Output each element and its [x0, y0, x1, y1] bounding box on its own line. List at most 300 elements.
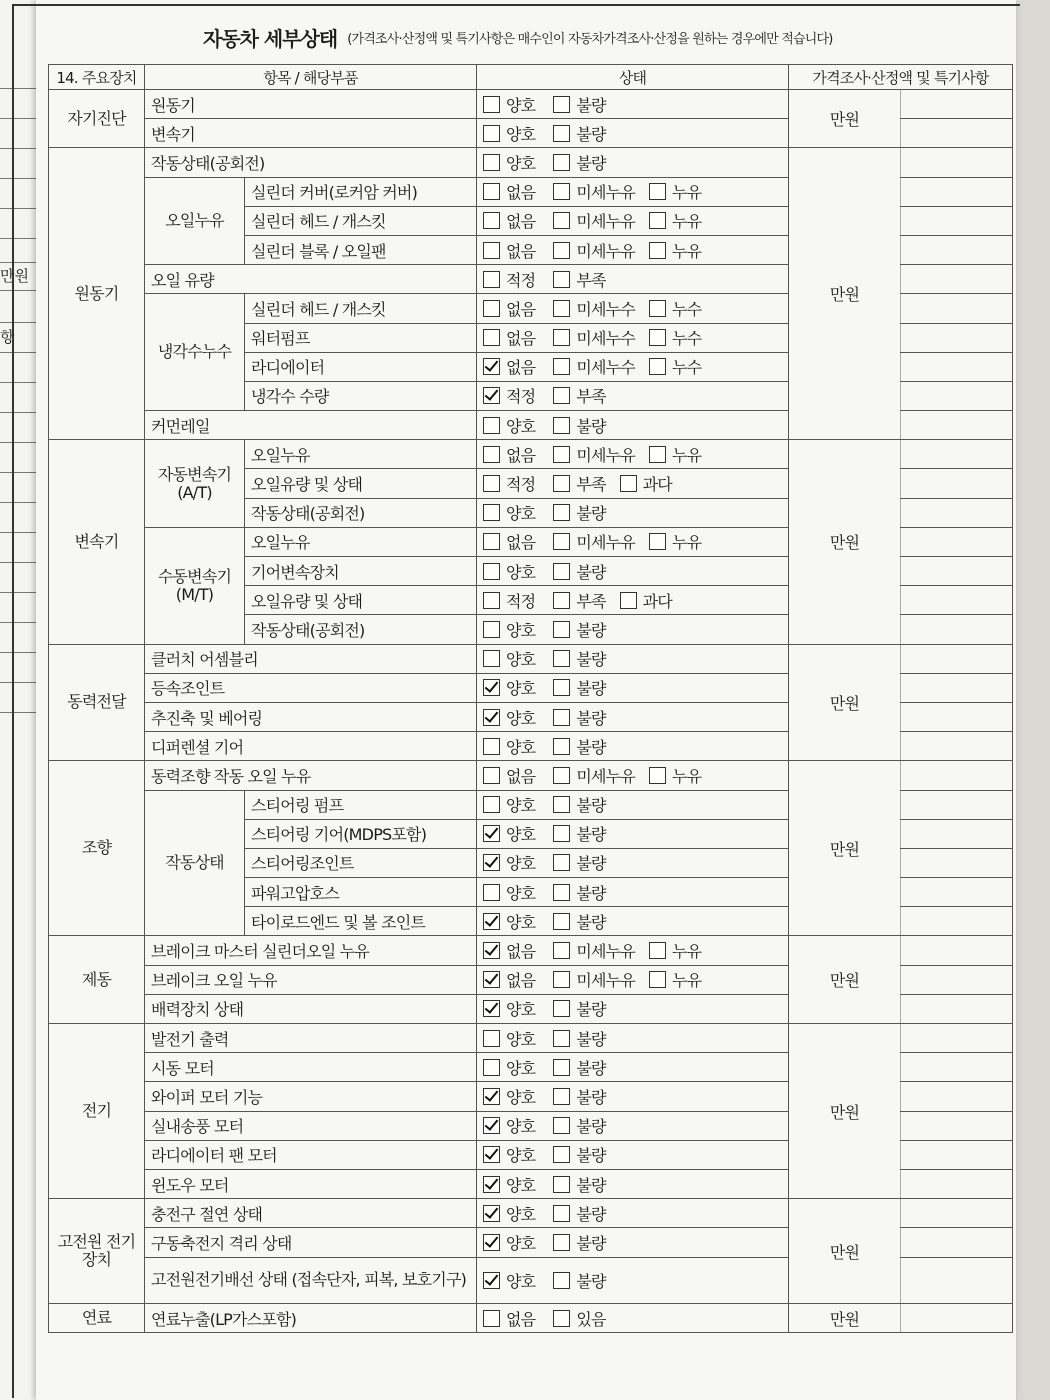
option-label: 양호: [506, 883, 536, 903]
checkbox[interactable]: [553, 271, 570, 288]
status-option[interactable]: [553, 239, 635, 262]
status-cell: [477, 586, 789, 615]
checkbox[interactable]: [553, 1146, 570, 1163]
status-option[interactable]: [649, 297, 701, 320]
option-label: 누유: [671, 533, 702, 553]
status-option[interactable]: [649, 443, 701, 466]
status-option[interactable]: [483, 764, 535, 787]
checkbox[interactable]: [649, 767, 666, 784]
checked-checkbox[interactable]: [483, 1088, 500, 1105]
status-option[interactable]: [553, 209, 635, 232]
checked-checkbox[interactable]: [483, 679, 500, 696]
section-name: 조향: [49, 761, 145, 936]
option-label: 누유: [671, 942, 702, 962]
checkbox[interactable]: [553, 767, 570, 784]
status-option[interactable]: [553, 93, 605, 116]
option-label: 미세누수: [576, 358, 635, 378]
notes-cell[interactable]: [901, 498, 1013, 527]
notes-cell[interactable]: [901, 1199, 1013, 1228]
status-options: [483, 851, 782, 874]
status-option[interactable]: [483, 1173, 535, 1196]
checkbox[interactable]: [553, 1030, 570, 1047]
checkbox[interactable]: [649, 183, 666, 200]
option-label: 없음: [506, 358, 536, 378]
status-options: [483, 764, 782, 787]
status-option[interactable]: [553, 793, 605, 816]
status-cell: [477, 1024, 789, 1053]
notes-cell[interactable]: [901, 440, 1013, 469]
checkbox[interactable]: [553, 884, 570, 901]
status-option[interactable]: [649, 180, 701, 203]
option-label: 불량: [576, 1117, 606, 1137]
notes-cell[interactable]: [901, 177, 1013, 206]
checkbox[interactable]: [553, 1117, 570, 1134]
checked-checkbox[interactable]: [483, 1176, 500, 1193]
checkbox[interactable]: [483, 1059, 500, 1076]
checked-checkbox[interactable]: [483, 825, 500, 842]
notes-cell[interactable]: [901, 235, 1013, 264]
status-option[interactable]: [649, 939, 701, 962]
notes-cell[interactable]: [901, 644, 1013, 673]
checkbox[interactable]: [553, 475, 570, 492]
checkbox[interactable]: [483, 592, 500, 609]
status-options: [483, 151, 782, 174]
option-label: 적정: [506, 270, 536, 290]
status-cell: [477, 965, 789, 994]
section-name: 고전원 전기장치: [49, 1199, 145, 1304]
option-label: 불량: [576, 737, 606, 757]
notes-cell[interactable]: [901, 323, 1013, 352]
status-option[interactable]: [620, 589, 672, 612]
option-label: 불량: [576, 1000, 606, 1020]
checkbox[interactable]: [553, 446, 570, 463]
status-option[interactable]: [483, 1231, 535, 1254]
status-option[interactable]: [553, 1027, 605, 1050]
status-option[interactable]: [649, 239, 701, 262]
checked-checkbox[interactable]: [483, 709, 500, 726]
status-option[interactable]: [483, 1056, 535, 1079]
status-option[interactable]: [553, 910, 605, 933]
notes-cell[interactable]: [901, 557, 1013, 586]
status-option[interactable]: [483, 881, 535, 904]
notes-cell[interactable]: [901, 294, 1013, 323]
item-name: 배력장치 상태: [145, 994, 477, 1023]
checked-checkbox[interactable]: [483, 1205, 500, 1222]
checkbox[interactable]: [553, 242, 570, 259]
checkbox[interactable]: [553, 1205, 570, 1222]
checkbox[interactable]: [483, 1030, 500, 1047]
checkbox[interactable]: [553, 709, 570, 726]
item-group: 작동상태: [145, 790, 245, 936]
checkbox[interactable]: [553, 913, 570, 930]
checkbox[interactable]: [649, 533, 666, 550]
status-option[interactable]: [553, 851, 605, 874]
checkbox[interactable]: [553, 971, 570, 988]
status-option[interactable]: [483, 472, 535, 495]
status-option[interactable]: [483, 647, 535, 670]
checked-checkbox[interactable]: [483, 854, 500, 871]
checkbox[interactable]: [649, 300, 666, 317]
status-option[interactable]: [553, 997, 605, 1020]
status-option[interactable]: [483, 968, 535, 991]
item-name: 실린더 헤드 / 개스킷: [245, 294, 477, 323]
status-cell: [477, 235, 789, 264]
option-label: 미세누유: [576, 212, 635, 232]
checkbox[interactable]: [483, 884, 500, 901]
status-option[interactable]: [483, 618, 535, 641]
notes-cell[interactable]: [901, 790, 1013, 819]
notes-cell[interactable]: [901, 206, 1013, 235]
notes-cell[interactable]: [901, 586, 1013, 615]
item-name: 타이로드엔드 및 볼 조인트: [245, 907, 477, 936]
checkbox[interactable]: [553, 942, 570, 959]
notes-cell[interactable]: [901, 1304, 1013, 1333]
table-row: [49, 1024, 1013, 1053]
checkbox[interactable]: [483, 504, 500, 521]
price-unit: 만원: [789, 440, 901, 644]
status-option[interactable]: [649, 530, 701, 553]
notes-cell[interactable]: [901, 1024, 1013, 1053]
checkbox[interactable]: [553, 183, 570, 200]
status-option[interactable]: [483, 560, 535, 583]
status-option[interactable]: [553, 151, 605, 174]
notes-cell[interactable]: [901, 1111, 1013, 1140]
status-option[interactable]: [553, 706, 605, 729]
checked-checkbox[interactable]: [483, 971, 500, 988]
notes-cell[interactable]: [901, 819, 1013, 848]
status-option[interactable]: [483, 822, 535, 845]
checkbox[interactable]: [483, 212, 500, 229]
option-label: 불량: [576, 1146, 606, 1166]
checkbox[interactable]: [553, 854, 570, 871]
checkbox[interactable]: [553, 1059, 570, 1076]
checkbox[interactable]: [649, 358, 666, 375]
status-option[interactable]: [553, 881, 605, 904]
checkbox[interactable]: [483, 329, 500, 346]
status-option[interactable]: [553, 1056, 605, 1079]
status-option[interactable]: [620, 472, 672, 495]
status-option[interactable]: [483, 851, 535, 874]
checkbox[interactable]: [483, 796, 500, 813]
status-option[interactable]: [483, 1269, 535, 1292]
status-option[interactable]: [553, 414, 605, 437]
status-cell: [477, 1304, 789, 1333]
status-option[interactable]: [553, 1173, 605, 1196]
checkbox[interactable]: [553, 1272, 570, 1289]
checkbox[interactable]: [483, 738, 500, 755]
checkbox[interactable]: [553, 329, 570, 346]
status-options: [483, 414, 782, 437]
checkbox[interactable]: [553, 738, 570, 755]
option-label: 불량: [576, 1029, 606, 1049]
status-option[interactable]: [553, 735, 605, 758]
checkbox[interactable]: [483, 271, 500, 288]
checkbox[interactable]: [649, 942, 666, 959]
status-option[interactable]: [553, 1231, 605, 1254]
status-option[interactable]: [553, 1085, 605, 1108]
status-options: [483, 968, 782, 991]
checkbox[interactable]: [553, 650, 570, 667]
status-option[interactable]: [483, 589, 535, 612]
option-label: 양호: [506, 95, 536, 115]
checkbox[interactable]: [553, 533, 570, 550]
status-option[interactable]: [483, 93, 535, 116]
checkbox[interactable]: [553, 825, 570, 842]
checked-checkbox[interactable]: [483, 913, 500, 930]
checkbox[interactable]: [553, 1310, 570, 1327]
table-row: [49, 90, 1013, 119]
status-options: [483, 209, 782, 232]
item-name: 동력조향 작동 오일 누유: [145, 761, 477, 790]
status-option[interactable]: [553, 384, 605, 407]
checkbox[interactable]: [553, 621, 570, 638]
status-option[interactable]: [553, 764, 635, 787]
status-option[interactable]: [483, 706, 535, 729]
checked-checkbox[interactable]: [483, 1000, 500, 1017]
status-cell: [477, 1140, 789, 1169]
status-option[interactable]: [553, 647, 605, 670]
status-cell: [477, 498, 789, 527]
notes-cell[interactable]: [901, 90, 1013, 119]
item-name: 오일유량 및 상태: [245, 586, 477, 615]
notes-cell[interactable]: [901, 381, 1013, 410]
checkbox[interactable]: [553, 300, 570, 317]
notes-cell[interactable]: [901, 615, 1013, 644]
status-option[interactable]: [553, 472, 605, 495]
option-label: 누유: [671, 241, 702, 261]
notes-cell[interactable]: [901, 965, 1013, 994]
checkbox[interactable]: [553, 679, 570, 696]
notes-cell[interactable]: [901, 848, 1013, 877]
checkbox[interactable]: [553, 212, 570, 229]
notes-cell[interactable]: [901, 702, 1013, 731]
status-option[interactable]: [553, 180, 635, 203]
notes-cell[interactable]: [901, 527, 1013, 556]
item-name: 윈도우 모터: [145, 1169, 477, 1198]
checkbox[interactable]: [483, 125, 500, 142]
notes-cell[interactable]: [901, 936, 1013, 965]
notes-cell[interactable]: [901, 1257, 1013, 1304]
status-option[interactable]: [483, 939, 535, 962]
status-option[interactable]: [483, 997, 535, 1020]
status-option[interactable]: [553, 326, 635, 349]
checkbox[interactable]: [483, 650, 500, 667]
notes-cell[interactable]: [901, 673, 1013, 702]
status-option[interactable]: [483, 326, 535, 349]
status-option[interactable]: [553, 1269, 605, 1292]
status-option[interactable]: [483, 501, 535, 524]
status-option[interactable]: [483, 676, 535, 699]
notes-cell[interactable]: [901, 1082, 1013, 1111]
checkbox[interactable]: [553, 125, 570, 142]
status-option[interactable]: [483, 180, 535, 203]
option-label: 누유: [671, 212, 702, 232]
notes-cell[interactable]: [901, 1053, 1013, 1082]
status-option[interactable]: [553, 1114, 605, 1137]
notes-cell[interactable]: [901, 148, 1013, 177]
status-option[interactable]: [553, 676, 605, 699]
option-label: 양호: [506, 1146, 536, 1166]
status-option[interactable]: [483, 384, 535, 407]
item-group: 냉각수누수: [145, 294, 245, 411]
status-option[interactable]: [553, 1307, 605, 1330]
notes-cell[interactable]: [901, 119, 1013, 148]
checkbox[interactable]: [483, 154, 500, 171]
notes-cell[interactable]: [901, 1140, 1013, 1169]
status-option[interactable]: [553, 355, 635, 378]
status-options: [483, 1027, 782, 1050]
checkbox[interactable]: [483, 183, 500, 200]
checked-checkbox[interactable]: [483, 1234, 500, 1251]
checkbox[interactable]: [620, 592, 637, 609]
option-label: 양호: [506, 650, 536, 670]
checkbox[interactable]: [620, 475, 637, 492]
table-row: [49, 1199, 1013, 1228]
status-option[interactable]: [649, 326, 701, 349]
checkbox[interactable]: [553, 1088, 570, 1105]
notes-cell[interactable]: [901, 352, 1013, 381]
checkbox[interactable]: [483, 475, 500, 492]
option-label: 양호: [506, 1000, 536, 1020]
checkbox[interactable]: [553, 592, 570, 609]
notes-cell[interactable]: [901, 265, 1013, 294]
status-option[interactable]: [483, 1027, 535, 1050]
checkbox[interactable]: [553, 796, 570, 813]
checkbox[interactable]: [483, 563, 500, 580]
status-option[interactable]: [483, 793, 535, 816]
status-option[interactable]: [483, 209, 535, 232]
checkbox[interactable]: [553, 563, 570, 580]
notes-cell[interactable]: [901, 411, 1013, 440]
checkbox[interactable]: [483, 417, 500, 434]
checkbox[interactable]: [483, 242, 500, 259]
status-options: [483, 472, 782, 495]
notes-cell[interactable]: [901, 878, 1013, 907]
status-options: [483, 326, 782, 349]
notes-cell[interactable]: [901, 1228, 1013, 1257]
option-label: 양호: [506, 416, 536, 436]
notes-cell[interactable]: [901, 469, 1013, 498]
status-option[interactable]: [483, 530, 535, 553]
status-option[interactable]: [553, 297, 635, 320]
item-name: 실내송풍 모터: [145, 1111, 477, 1140]
checkbox[interactable]: [483, 621, 500, 638]
status-option[interactable]: [553, 618, 605, 641]
item-name: 작동상태(공회전): [145, 148, 477, 177]
checkbox[interactable]: [483, 96, 500, 113]
checkbox[interactable]: [553, 504, 570, 521]
price-unit: 만원: [789, 1199, 901, 1304]
checkbox[interactable]: [649, 446, 666, 463]
status-option[interactable]: [553, 443, 635, 466]
status-option[interactable]: [483, 735, 535, 758]
status-option[interactable]: [483, 355, 535, 378]
checkbox[interactable]: [483, 300, 500, 317]
status-options: [483, 122, 782, 145]
status-option[interactable]: [553, 501, 605, 524]
status-option[interactable]: [649, 968, 701, 991]
status-option[interactable]: [483, 151, 535, 174]
status-option[interactable]: [483, 1202, 535, 1225]
checkbox[interactable]: [553, 387, 570, 404]
status-option[interactable]: [483, 122, 535, 145]
option-label: 불량: [576, 620, 606, 640]
item-name: 오일 유량: [145, 265, 477, 294]
status-option[interactable]: [483, 297, 535, 320]
status-option[interactable]: [553, 268, 605, 291]
item-name: 브레이크 오일 누유: [145, 965, 477, 994]
checked-checkbox[interactable]: [483, 1117, 500, 1134]
checked-checkbox[interactable]: [483, 387, 500, 404]
checkbox[interactable]: [553, 1176, 570, 1193]
status-option[interactable]: [483, 910, 535, 933]
checked-checkbox[interactable]: [483, 1146, 500, 1163]
status-option[interactable]: [483, 443, 535, 466]
checkbox[interactable]: [483, 533, 500, 550]
option-label: 누유: [671, 971, 702, 991]
status-option[interactable]: [483, 1085, 535, 1108]
checkbox[interactable]: [649, 212, 666, 229]
checkbox[interactable]: [553, 96, 570, 113]
status-cell: [477, 819, 789, 848]
status-option[interactable]: [483, 1114, 535, 1137]
status-cell: [477, 469, 789, 498]
status-option[interactable]: [553, 1143, 605, 1166]
option-label: 양호: [506, 1029, 536, 1049]
checked-checkbox[interactable]: [483, 1272, 500, 1289]
status-option[interactable]: [483, 1307, 535, 1330]
status-option[interactable]: [483, 1143, 535, 1166]
status-option[interactable]: [553, 530, 635, 553]
status-option[interactable]: [553, 1202, 605, 1225]
checkbox[interactable]: [553, 417, 570, 434]
notes-cell[interactable]: [901, 761, 1013, 790]
checkbox[interactable]: [553, 1234, 570, 1251]
status-option[interactable]: [553, 822, 605, 845]
notes-cell[interactable]: [901, 1169, 1013, 1198]
status-option[interactable]: [649, 355, 701, 378]
checkbox[interactable]: [553, 358, 570, 375]
checkbox[interactable]: [483, 1310, 500, 1327]
checkbox[interactable]: [553, 154, 570, 171]
status-option[interactable]: [649, 209, 701, 232]
checkbox[interactable]: [649, 971, 666, 988]
checked-checkbox[interactable]: [483, 358, 500, 375]
checkbox[interactable]: [483, 446, 500, 463]
checkbox[interactable]: [649, 329, 666, 346]
option-label: 미세누수: [576, 329, 635, 349]
notes-cell[interactable]: [901, 907, 1013, 936]
status-option[interactable]: [553, 560, 605, 583]
checkbox[interactable]: [483, 767, 500, 784]
status-option[interactable]: [483, 239, 535, 262]
notes-cell[interactable]: [901, 732, 1013, 761]
status-option[interactable]: [483, 414, 535, 437]
checkbox[interactable]: [553, 1000, 570, 1017]
status-option[interactable]: [553, 968, 635, 991]
status-option[interactable]: [649, 764, 701, 787]
status-option[interactable]: [553, 589, 605, 612]
status-option[interactable]: [483, 268, 535, 291]
status-option[interactable]: [553, 122, 605, 145]
status-cell: [477, 848, 789, 877]
status-option[interactable]: [553, 939, 635, 962]
item-name: 라디에이터 팬 모터: [145, 1140, 477, 1169]
notes-cell[interactable]: [901, 994, 1013, 1023]
checked-checkbox[interactable]: [483, 942, 500, 959]
checkbox[interactable]: [649, 242, 666, 259]
status-options: [483, 239, 782, 262]
